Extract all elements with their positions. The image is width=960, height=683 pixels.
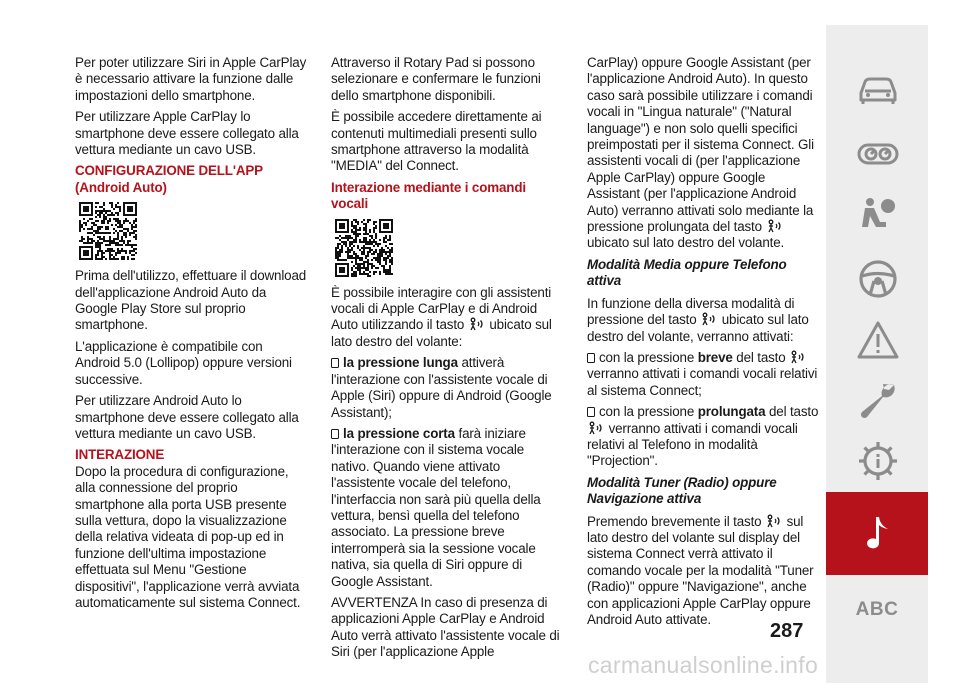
paragraph [587,514,819,629]
text-span: del tasto [768,404,819,420]
text-span: In funzione della diversa modalità di pressione del tasto [587,295,795,328]
paragraph: AVVERTENZA In caso di presenza di applicazioni Apple CarPlay e Android Auto verrà attivato l'assistente vocale di Siri (per l'applicazione Apple [331,594,560,660]
text-span: ubicato sul lato destro del volante, verranno attivati: [587,312,809,344]
paragraph: Per poter utilizzare Siri in Apple CarPlay è necessario attivare la funzione dalle impostazioni dello smartphone. [75,55,307,103]
section-heading-voice-commands: Interazione mediante i comandi vocali [331,179,526,212]
text-span: CarPlay) oppure Google Assistant (per l'applicazione Android Auto). In questo caso sarà possibile utilizzare i comandi vocali in "Lingua naturale" ("Natural language") e non solo quelli specifici preimpostati per il sistema Connect. Gli assistenti vocali di (per l'applicazione Apple CarPlay) oppure Google Assistant (per l'applicazione Android Auto) verranno attivati solo mediante la pressione prolungata del tasto [587,55,814,235]
text-span: del tasto [736,349,786,365]
dashboard-icon[interactable] [856,132,900,176]
paragraph: Attraverso il Rotary Pad si possono selezionare e confermare le funzioni dello smartphone disponibili. [331,55,541,103]
qr-code-icon[interactable] [335,219,393,277]
text-span: È possibile interagire con gli assistenti vocali di Apple CarPlay e di Android Auto utilizzando il tasto [331,284,552,333]
bullet-box-icon [331,358,339,368]
text-span: con la pressione [599,404,695,420]
paragraph: Dopo la procedura di configurazione, alla connessione del proprio smartphone alla porta USB presente sulla vettura, dopo la visualizzazione della relativa videata di pop-up ed in funzione dell'ultima impostazione effettuata sul Menu "Gestione dispositivi", l'applicazione verrà avviata automaticamente sul sistema Connect. [75,463,301,610]
sidebar-active-chapter[interactable] [826,492,928,575]
paragraph: Per utilizzare Apple CarPlay lo smartphone deve essere collegato alla vettura mediante un cavo USB. [75,109,299,158]
section-heading-media-phone: Modalità Media oppure Telefono attiva [587,256,787,289]
bullet-box-icon [331,429,339,439]
airbag-icon[interactable] [856,192,900,236]
section-heading-android-auto: CONFIGURAZIONE DELL'APP (Android Auto) [75,163,263,195]
paragraph [587,296,819,345]
text-span: ubicato sul lato destro del volante. [587,235,785,251]
section-heading-interazione: INTERAZIONE [75,447,165,463]
bold-text: la pressione corta [343,425,455,441]
bullet-box-icon [587,407,595,417]
bullet-item [587,404,819,470]
steering-wheel-icon[interactable] [856,257,900,301]
bullet-item [587,350,819,399]
paragraph: È possibile accedere direttamente ai contenuti multimediali presenti sullo smartphone attraverso la modalità "MEDIA" del Connect. [331,109,542,174]
text-span: Premendo brevemente il tasto [587,513,762,529]
car-icon[interactable] [856,67,900,111]
voice-button-icon [766,219,784,233]
bullet-item [331,426,563,590]
bold-text: la pressione lunga [343,355,458,371]
text-span: farà iniziare l'interazione con il sistema vocale nativo. Quando viene attivato l'assistente vocale del telefono, l'interfaccia non sarà più quella della vettura, bensì quella del telefono associato. La pressione breve interromperà sia la sessione vocale nativa, sia quella di Siri oppure di Google Assistant. [331,425,541,589]
wrench-icon[interactable] [856,379,900,423]
chapter-sidebar [826,25,928,683]
bullet-item [331,355,563,421]
warning-triangle-icon[interactable] [856,319,900,363]
text-column-1 [75,55,307,616]
text-span: con la pressione [599,349,695,365]
bold-text: breve [697,349,733,365]
qr-code-icon[interactable] [79,202,137,260]
voice-button-icon [700,312,718,326]
voice-button-icon [587,421,605,435]
page-number: 287 [770,620,804,642]
bullet-box-icon [587,353,595,363]
paragraph: L'applicazione è compatibile con Android 5.0 (Lollipop) oppure versioni successive. [75,338,292,387]
paragraph [587,55,819,252]
text-column-2 [331,55,563,666]
gear-info-icon[interactable] [856,439,900,483]
voice-button-icon [468,317,486,331]
voice-button-icon [789,350,807,364]
paragraph [331,285,563,351]
bold-text: prolungata [697,404,766,420]
text-column-3 [587,55,819,633]
watermark: carmanualsonline.info [588,652,819,678]
section-heading-tuner-nav: Modalità Tuner (Radio) oppure Navigazione attiva [587,474,777,507]
text-span: sul lato destro del volante sul display del sistema Connect verrà attivato il comando vocale per la modalità "Tuner (Radio)" oppure "Navigazione", anche con applicazioni Apple CarPlay oppure Android Auto attivate. [587,513,814,627]
sidebar-index-abc[interactable]: ABC [855,599,899,620]
paragraph: Per utilizzare Android Auto lo smartphone deve essere collegato alla vettura mediante un cavo USB. [75,393,299,441]
text-span: ubicato sul lato destro del volante: [331,317,552,349]
paragraph: Prima dell'utilizzo, effettuare il download dell'applicazione Android Auto da Google Play Store sul proprio smartphone. [75,268,307,333]
text-span: verranno attivati i comandi vocali relativi al sistema Connect; [587,366,818,398]
text-span: attiverà l'interazione con l'assistente vocale di Apple (Siri) oppure di Android (Google Assistant); [331,355,552,420]
voice-button-icon [765,514,783,528]
music-note-icon [856,511,900,555]
text-span: verranno attivati i comandi vocali relativi al Telefono in modalità "Projection". [587,420,798,469]
